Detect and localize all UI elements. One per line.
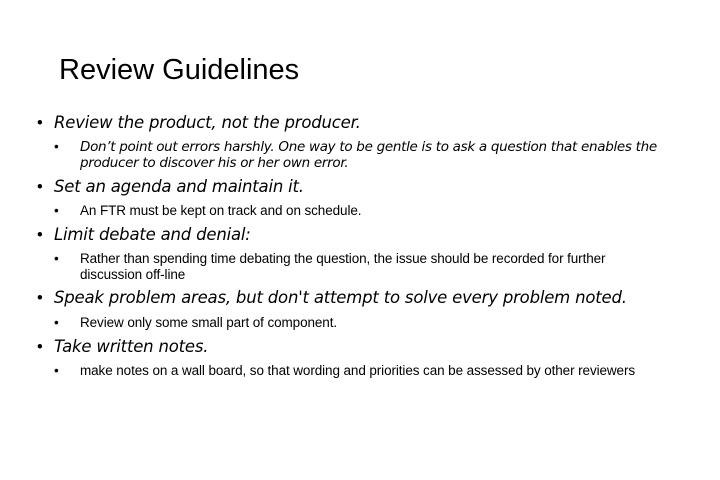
bullet-text: Set an agenda and maintain it. [54,177,304,196]
sub-bullet-text: make notes on a wall board, so that wording and priorities can be assessed by other reviewers [80,363,636,378]
sub-bullet-item [54,315,707,331]
sub-bullet-item [54,203,707,219]
bullet-marker: • [37,114,43,132]
bullet-item [37,176,304,198]
bullet-item [37,224,251,246]
bullet-text: Speak problem areas, but don't attempt to solve every problem noted. [54,288,627,307]
sub-bullet-marker: • [54,139,59,154]
sub-bullet-text: Don’t point out errors harshly. One way to be gentle is to ask a question that enables the producer to discover his or her own error. [80,139,657,171]
sub-bullet-marker: • [54,203,59,218]
bullet-text: Review the product, not the producer. [54,113,361,132]
bullet-marker: • [37,178,43,196]
bullet-marker: • [37,289,43,307]
bullet-text: Limit debate and denial: [54,225,251,244]
sub-bullet-marker: • [54,251,59,266]
bullet-marker: • [37,226,43,244]
bullet-item [37,336,208,358]
sub-bullet-text: An FTR must be kept on track and on schedule. [80,203,362,218]
bullet-item [37,287,627,309]
sub-bullet-marker: • [54,315,59,330]
sub-bullet-text: Rather than spending time debating the question, the issue should be recorded for further discussion off-line [80,251,606,282]
bullet-text: Take written notes. [54,337,209,356]
bullet-item [37,112,361,134]
bullet-marker: • [37,338,43,356]
sub-bullet-item [54,251,667,283]
sub-bullet-marker: • [54,363,59,378]
sub-bullet-item [54,139,707,171]
slide-title: Review Guidelines [59,54,300,86]
sub-bullet-item [54,363,667,379]
sub-bullet-text: Review only some small part of component. [80,315,338,330]
